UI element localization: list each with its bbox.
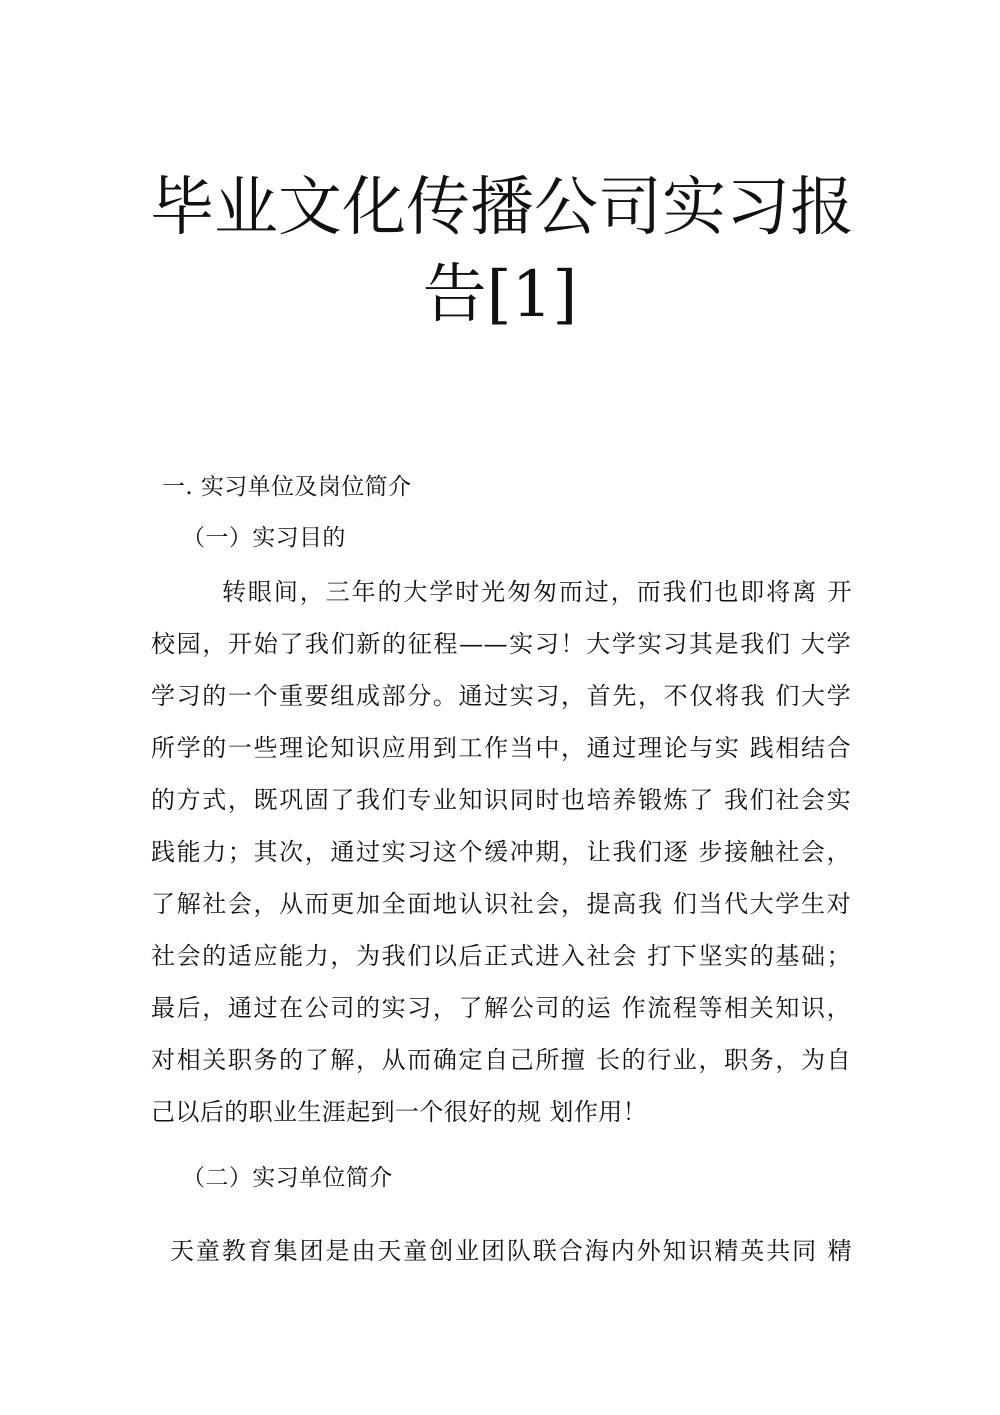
subsection-heading-company: （二）实习单位简介: [182, 1165, 393, 1191]
paragraph-line: 校园，开始了我们新的征程——实习！大学实习其是我们 大学: [151, 630, 851, 658]
paragraph-line: 社会的适应能力，为我们以后正式进入社会 打下坚实的基础；: [151, 942, 851, 970]
paragraph-line: 最后，通过在公司的实习，了解公司的运 作流程等相关知识，: [151, 994, 851, 1022]
paragraph-line: 己以后的职业生涯起到一个很好的规 划作用！: [151, 1098, 648, 1126]
subsection-heading-purpose: （一）实习目的: [182, 525, 346, 551]
paragraph-line: 转眼间，三年的大学时光匆匆而过，而我们也即将离 开: [222, 578, 852, 606]
paragraph-line: 的方式，既巩固了我们专业知识同时也培养锻炼了 我们社会实: [151, 786, 851, 814]
paragraph-line: 天童教育集团是由天童创业团队联合海内外知识精英共同 精: [170, 1237, 852, 1265]
document-title-line-2: 告[1]: [422, 258, 578, 332]
paragraph-line: 践能力；其次，通过实习这个缓冲期，让我们逐 步接触社会，: [151, 838, 851, 866]
paragraph-line: 了解社会，从而更加全面地认识社会，提高我 们当代大学生对: [151, 890, 851, 918]
paragraph-line: 学习的一个重要组成部分。通过实习，首先，不仅将我 们大学: [151, 682, 851, 710]
section-heading: 一. 实习单位及岗位简介: [162, 474, 412, 500]
paragraph-line: 所学的一些理论知识应用到工作当中，通过理论与实 践相结合: [151, 734, 851, 762]
document-title-line-1: 毕业文化传播公司实习报: [150, 171, 854, 245]
paragraph-line: 对相关职务的了解，从而确定自己所擅 长的行业，职务，为自: [151, 1046, 851, 1074]
